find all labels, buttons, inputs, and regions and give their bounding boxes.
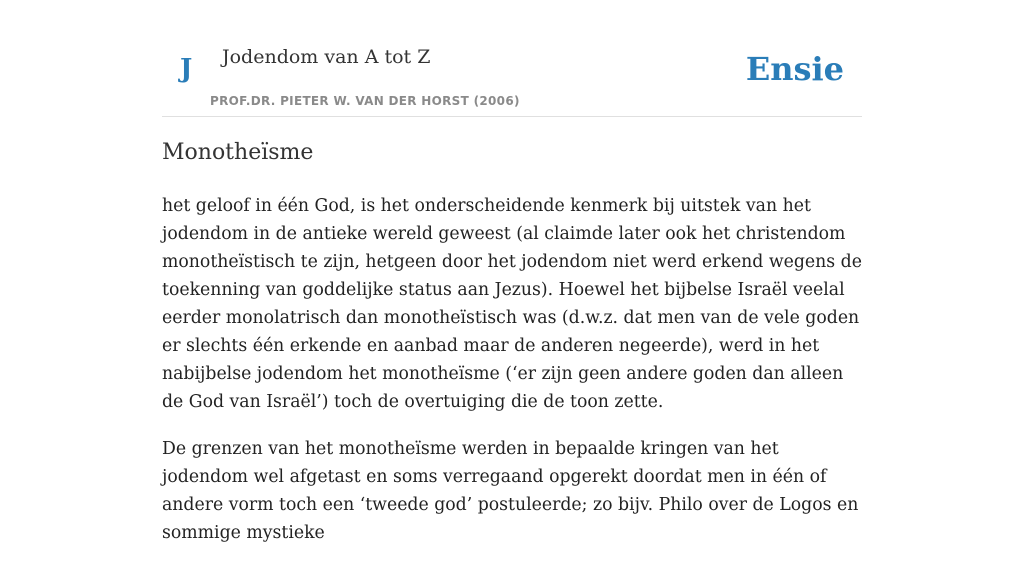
book-author: PROF.DR. PIETER W. VAN DER HORST (2006) [210,94,520,108]
brand-logo-link[interactable]: Ensie [745,50,844,88]
entry-body [162,192,862,566]
site-header [162,0,862,117]
entry-title: Monotheïsme [162,140,314,165]
book-title[interactable]: Jodendom van A tot Z [222,46,431,68]
book-logo-letter: J [180,54,193,84]
entry-paragraph: De grenzen van het monotheïsme werden in bepaalde kringen van het jodendom wel afgetast en soms verregaand opgerekt doordat men in één of andere vorm toch een ‘tweede god’ postuleerde; zo bijv. Philo over de Logos en sommige mystieke [162,439,859,543]
entry-paragraph: het geloof in één God, is het onderscheidende kenmerk bij uitstek van het jodendom in de antieke wereld geweest (al claimde later ook het christendom monotheïstisch te zijn, hetgeen door het jodendom niet werd erkend wegens de toekenning van goddelijke status aan Jezus). Hoewel het bijbelse Israël veelal eerder monolatrisch dan monotheïstisch was (d.w.z. dat men van de vele goden er slechts één erkende en aanbad maar de anderen negeerde), werd in het nabijbelse jodendom het monotheïsme (‘er zijn geen andere goden dan alleen de God van Israël’) toch de overtuiging die de toon zette. [162,196,862,412]
